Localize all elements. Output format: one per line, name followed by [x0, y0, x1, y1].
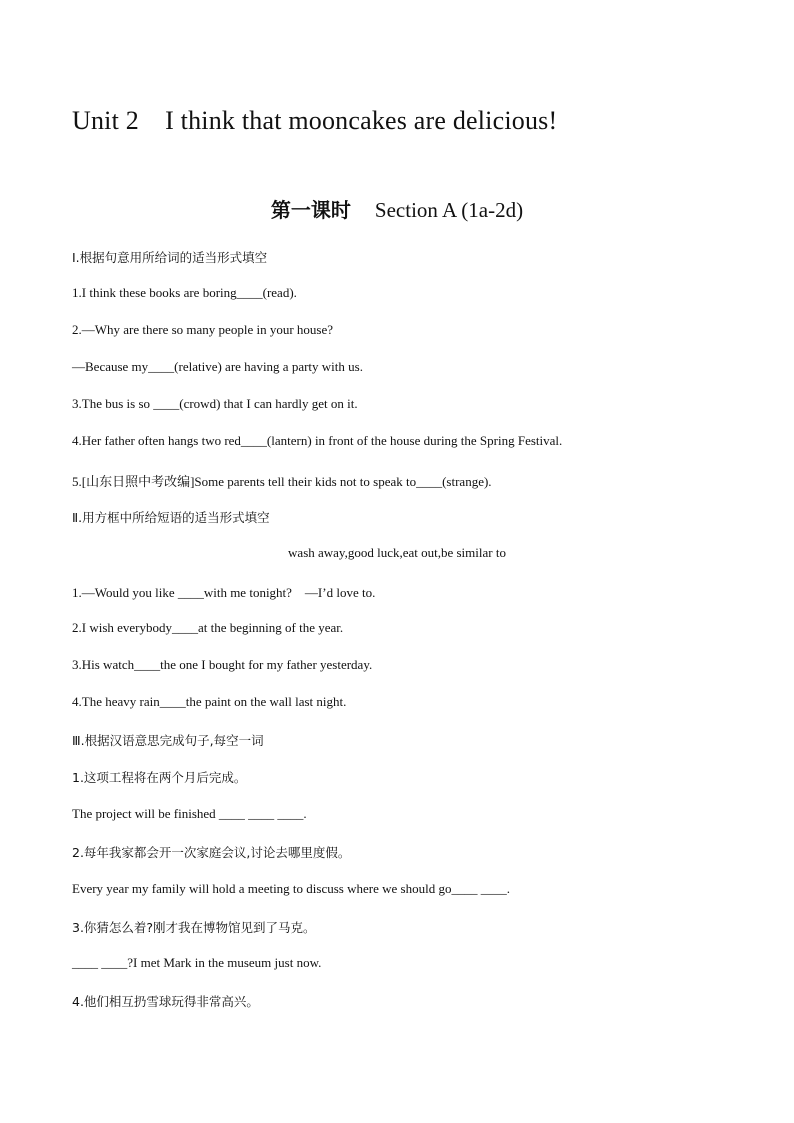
part1-item: 5.[山东日照中考改编]Some parents tell their kids not to speak to____(strange).	[72, 474, 492, 489]
unit-title: Unit 2 I think that mooncakes are delicious!	[72, 106, 558, 135]
lesson-title	[0, 194, 794, 223]
part3-prompt-cn: 1.这项工程将在两个月后完成。	[72, 770, 247, 785]
lesson-title-en: Section A (1a-2d)	[374, 198, 524, 222]
part1-item: 3.The bus is so ____(crowd) that I can hardly get on it.	[72, 396, 358, 411]
part3-prompt-cn: 3.你猜怎么着?刚才我在博物馆见到了马克。	[72, 920, 316, 935]
part3-answer-line: The project will be finished ____ ____ ____.	[72, 806, 307, 821]
phrase-box: wash away,good luck,eat out,be similar to	[288, 545, 506, 560]
part1-heading: Ⅰ.根据句意用所给词的适当形式填空	[72, 250, 268, 265]
part1-item: 4.Her father often hangs two red____(lantern) in front of the house during the Spring Festival.	[72, 433, 563, 448]
part3-answer-line: Every year my family will hold a meeting to discuss where we should go____ ____.	[72, 881, 510, 896]
part3-heading: Ⅲ.根据汉语意思完成句子,每空一词	[72, 733, 264, 748]
part1-item: 1.I think these books are boring____(read).	[72, 285, 297, 300]
part1-item: 2.—Why are there so many people in your house?	[72, 322, 334, 337]
part2-item: 3.His watch____the one I bought for my father yesterday.	[72, 657, 373, 672]
part2-item: 1.—Would you like ____with me tonight? —I’d love to.	[72, 585, 376, 600]
part3-prompt-cn: 2.每年我家都会开一次家庭会议,讨论去哪里度假。	[72, 845, 351, 860]
part2-item: 2.I wish everybody____at the beginning of the year.	[72, 620, 344, 635]
part1-item: —Because my____(relative) are having a party with us.	[72, 359, 363, 374]
part3-answer-line: ____ ____?I met Mark in the museum just now.	[72, 955, 322, 970]
lesson-title-cn: 第一课时	[270, 198, 351, 222]
part2-heading: Ⅱ.用方框中所给短语的适当形式填空	[72, 510, 270, 525]
part2-item: 4.The heavy rain____the paint on the wall last night.	[72, 694, 347, 709]
part3-prompt-cn: 4.他们相互扔雪球玩得非常高兴。	[72, 994, 259, 1009]
